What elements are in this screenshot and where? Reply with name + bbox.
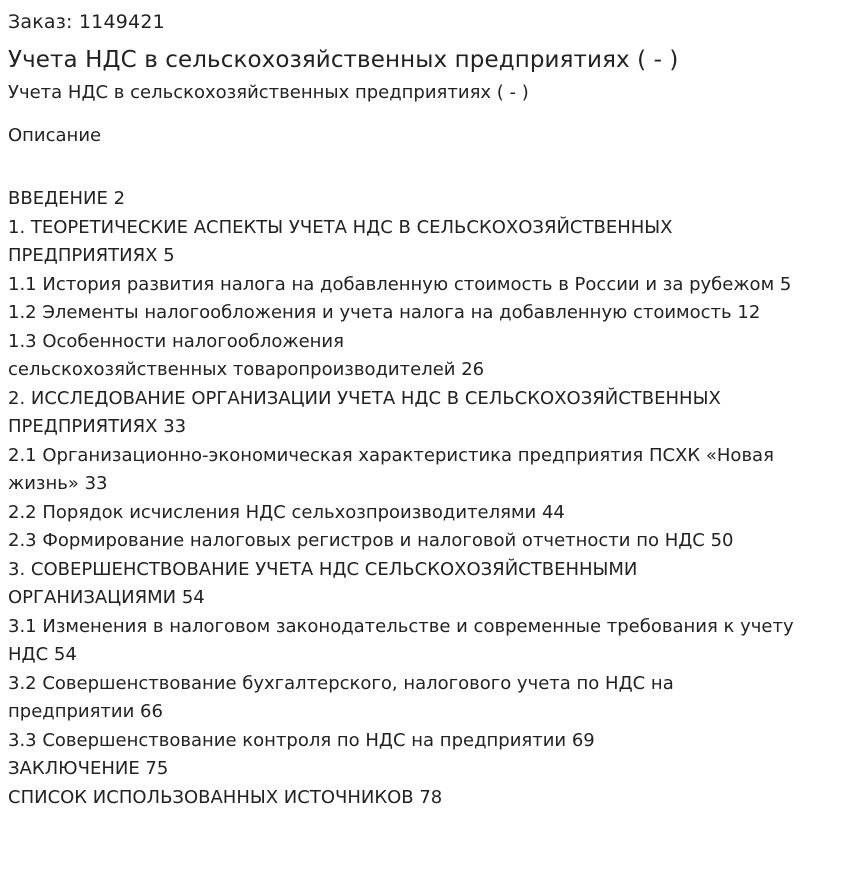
toc-line: 1.3 Особенности налогообложения (8, 330, 344, 352)
toc-line: 1.2 Элементы налогообложения и учета налога на добавленную стоимость 12 (8, 302, 761, 323)
page-title: Учета НДС в сельскохозяйственных предприятиях ( - ) (8, 47, 679, 73)
toc-line: 3.1 Изменения в налоговом законодательстве и современные требования к учету (8, 615, 794, 637)
toc-line: ВВЕДЕНИЕ 2 (8, 188, 126, 209)
toc-line: 2.2 Порядок исчисления НДС сельхозпроизводителями 44 (8, 501, 565, 523)
toc-line: 1.1 История развития налога на добавленную стоимость в России и за рубежом 5 (8, 273, 792, 295)
toc-line: предприятии 66 (8, 701, 163, 722)
toc-line: ПРЕДПРИЯТИЯХ 33 (8, 416, 187, 437)
page-subtitle: Учета НДС в сельскохозяйственных предприятиях ( - ) (8, 82, 529, 103)
toc-line: 2. ИССЛЕДОВАНИЕ ОРГАНИЗАЦИИ УЧЕТА НДС В СЕЛЬСКОХОЗЯЙСТВЕННЫХ (8, 387, 721, 409)
toc-line: 2.3 Формирование налоговых регистров и налоговой отчетности по НДС 50 (8, 530, 734, 551)
toc-line: сельскохозяйственных товаропроизводителей 26 (8, 359, 485, 380)
toc-line: 3.3 Совершенствование контроля по НДС на предприятии 69 (8, 729, 595, 751)
toc-line: жизнь» 33 (8, 473, 108, 494)
toc-line: 3.2 Совершенствование бухгалтерского, налогового учета по НДС на (8, 672, 674, 694)
table-of-contents (8, 185, 843, 812)
description-label: Описание (8, 125, 102, 146)
toc-line: ЗАКЛЮЧЕНИЕ 75 (8, 758, 169, 779)
toc-line: СПИСОК ИСПОЛЬЗОВАННЫХ ИСТОЧНИКОВ 78 (8, 786, 443, 808)
toc-line: ОРГАНИЗАЦИЯМИ 54 (8, 587, 205, 608)
toc-line: 3. СОВЕРШЕНСТВОВАНИЕ УЧЕТА НДС СЕЛЬСКОХОЗЯЙСТВЕННЫМИ (8, 558, 638, 580)
toc-line: ПРЕДПРИЯТИЯХ 5 (8, 245, 175, 266)
toc-line: НДС 54 (8, 644, 77, 665)
order-number: Заказ: 1149421 (8, 11, 165, 33)
toc-line: 1. ТЕОРЕТИЧЕСКИЕ АСПЕКТЫ УЧЕТА НДС В СЕЛЬСКОХОЗЯЙСТВЕННЫХ (8, 216, 673, 238)
toc-line: 2.1 Организационно-экономическая характеристика предприятия ПСХК «Новая (8, 444, 774, 466)
